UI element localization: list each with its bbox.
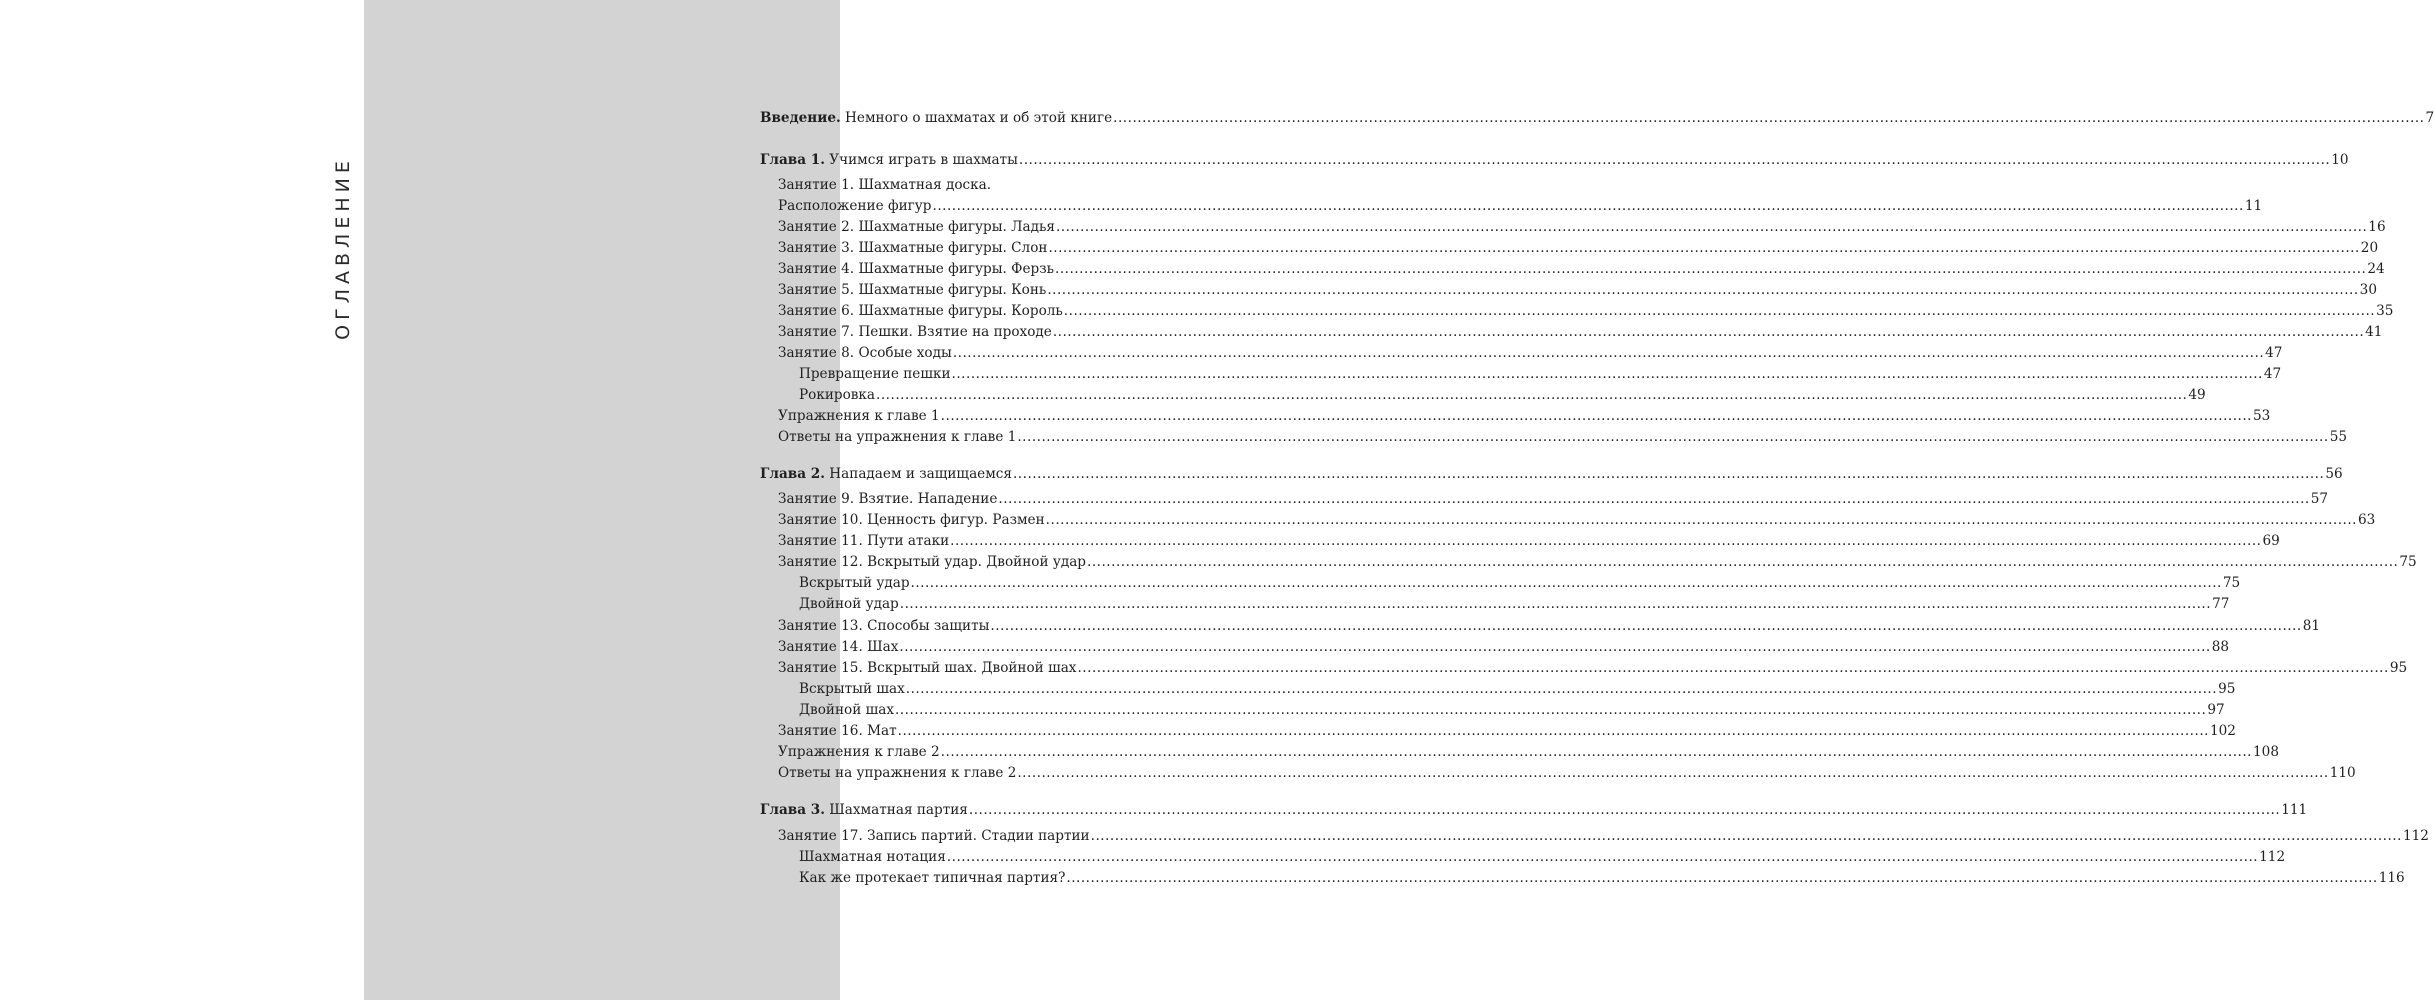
toc-entry[interactable] [778,532,2280,550]
toc-chapter-3[interactable] [760,801,2308,819]
leader-dots [1047,281,2358,299]
leader-dots [1046,511,2357,529]
toc-entry[interactable] [778,511,2376,529]
leader-dots [876,386,2187,404]
contents-side-title: ОГЛАВЛЕНИЕ [332,156,354,340]
toc-chapter-2[interactable] [760,465,2343,483]
leader-dots [1091,827,2402,845]
page-number: 49 [2188,387,2206,403]
entry-text: Занятие 9. Взятие. Нападение [778,491,998,507]
leader-dots [953,344,2264,362]
entry-text: Двойной удар [799,596,899,612]
toc-entry[interactable] [778,302,2394,320]
toc-subentry[interactable] [799,701,2225,719]
toc-entry[interactable] [778,260,2385,278]
leader-dots [933,197,2244,215]
leader-dots [969,801,2280,819]
chapter-heading [760,465,1012,483]
chapter-label: Глава 2. [760,466,825,482]
entry-text: Занятие 17. Запись партий. Стадии партии [778,828,1090,844]
page-number: 95 [2389,660,2408,676]
leader-dots [1066,869,2377,887]
page-number: 77 [2212,596,2230,612]
toc-subentry[interactable] [799,386,2206,404]
page-number: 57 [2310,491,2329,507]
chapter-label: Глава 1. [760,152,825,168]
toc-entry[interactable] [778,827,2429,845]
leader-dots [1053,323,2364,341]
entry-text: Вскрытый шах [799,681,905,697]
leader-dots [900,595,2211,613]
toc-entry[interactable] [778,197,2263,215]
entry-text: Двойной шах [799,702,894,718]
leader-dots [1017,764,2328,782]
toc-entry[interactable] [778,617,2321,635]
toc-entry[interactable] [778,281,2377,299]
toc-entry[interactable] [778,344,2283,362]
toc-subentry[interactable] [799,869,2405,887]
leader-dots [950,532,2261,550]
toc-subentry[interactable] [799,574,2241,592]
page-number: 10 [2331,152,2349,168]
toc-entry[interactable] [778,743,2279,761]
page-number: 16 [2368,219,2386,235]
entry-text: Занятие 16. Мат [778,723,897,739]
toc-entry[interactable] [778,323,2383,341]
chapter-heading [760,151,1018,169]
toc-entry[interactable] [778,553,2417,571]
entry-text: Ответы на упражнения к главе 2 [778,765,1017,781]
entry-text: Как же протекает типичная партия? [799,870,1066,886]
leader-dots [899,638,2210,656]
toc-entry[interactable] [778,428,2348,446]
chapter-title: Нападаем и защищаемся [829,466,1012,482]
entry-text: Занятие 10. Ценность фигур. Размен [778,512,1045,528]
page-number: 75 [2399,554,2417,570]
page-number: 102 [2209,723,2236,739]
leader-dots [1087,553,2398,571]
intro-label: Введение. [760,110,841,126]
entry-text: Занятие 2. Шахматные фигуры. Ладья [778,219,1055,235]
entry-text: Занятие 7. Пешки. Взятие на проходе [778,324,1052,340]
entry-text: Шахматная нотация [799,849,946,865]
toc-subentry[interactable] [799,595,2230,613]
page-number: 111 [2281,802,2308,818]
entry-text: Занятие 3. Шахматные фигуры. Слон [778,240,1048,256]
leader-dots [1056,218,2367,236]
entry-text: Занятие 15. Вскрытый шах. Двойной шах [778,660,1077,676]
entry-text: Занятие 12. Вскрытый удар. Двойной удар [778,554,1087,570]
leader-dots [1064,302,2375,320]
page-number: 112 [2402,828,2429,844]
entry-text: Ответы на упражнения к главе 1 [778,429,1017,445]
leader-dots [947,848,2258,866]
page-number: 20 [2360,240,2379,256]
leader-dots [1048,239,2359,257]
leader-dots [990,617,2301,635]
toc-entry[interactable] [778,490,2329,508]
page-number: 55 [2329,429,2348,445]
table-of-contents [760,0,2434,1000]
toc-entry[interactable] [778,659,2408,677]
leader-dots [1055,260,2366,278]
leader-dots [898,722,2209,740]
leader-dots [906,680,2217,698]
leader-dots [941,407,2252,425]
chapter-title: Шахматная партия [829,802,968,818]
page-number: 95 [2218,681,2236,697]
leader-dots [911,574,2222,592]
leader-dots [941,743,2252,761]
chapter-label: Глава 3. [760,802,825,818]
toc-subentry[interactable] [799,365,2282,383]
entry-text: Упражнения к главе 2 [778,744,940,760]
entry-text: Занятие 5. Шахматные фигуры. Конь [778,282,1047,298]
page-number: 108 [2253,744,2279,760]
entry-text: Вскрытый удар [799,575,910,591]
toc-panel [364,0,2434,1000]
chapter-heading [760,801,968,819]
toc-entry[interactable] [778,239,2379,257]
chapter-title: Учимся играть в шахматы [829,152,1018,168]
page-number: 53 [2253,408,2271,424]
page-number: 7 [2425,110,2434,126]
toc-entry[interactable] [778,407,2271,425]
toc-subentry[interactable] [799,848,2286,866]
page-number: 41 [2365,324,2383,340]
page-number: 47 [2263,366,2282,382]
entry-text: Рокировка [799,387,876,403]
entry-text: Занятие 8. Особые ходы [778,345,952,361]
leader-dots [998,490,2309,508]
page-number: 63 [2358,512,2376,528]
toc-entry[interactable] [778,218,2386,236]
page-number: 35 [2376,303,2394,319]
page-number: 110 [2329,765,2356,781]
intro-title: Немного о шахматах и об этой книге [845,110,1113,126]
leader-dots [1077,659,2388,677]
page-number: 11 [2244,198,2263,214]
toc-entry[interactable]: Занятие 1. Шахматная доска. [778,177,992,193]
page-number: 116 [2378,870,2405,886]
entry-text: Занятие 13. Способы защиты [778,618,990,634]
page-number: 97 [2207,702,2225,718]
page-number: 81 [2302,618,2321,634]
entry-text: Упражнения к главе 1 [778,408,940,424]
toc-entry[interactable] [778,764,2356,782]
leader-dots [1017,428,2328,446]
entry-text: Занятие 6. Шахматные фигуры. Король [778,303,1063,319]
leader-dots [1113,109,2424,127]
entry-text: Занятие 4. Шахматные фигуры. Ферзь [778,261,1055,277]
entry-text: Расположение фигур [778,198,932,214]
page-number: 75 [2222,575,2241,591]
toc-entry[interactable] [778,638,2230,656]
toc-subentry[interactable] [799,680,2236,698]
page-number: 30 [2359,282,2377,298]
toc-entry-intro[interactable] [760,109,2434,127]
page-number: 69 [2262,533,2280,549]
page-number: 112 [2259,849,2286,865]
toc-chapter-1[interactable] [760,151,2349,169]
page-number: 56 [2325,466,2343,482]
entry-text: Занятие 11. Пути атаки [778,533,950,549]
entry-text: Превращение пешки [799,366,951,382]
leader-dots [895,701,2206,719]
leader-dots [1019,151,2330,169]
page-number: 47 [2265,345,2283,361]
toc-entry[interactable] [778,722,2236,740]
entry-text: Занятие 14. Шах [778,639,899,655]
leader-dots [1013,465,2324,483]
page-number: 88 [2211,639,2230,655]
intro-text [760,109,1112,127]
leader-dots [952,365,2263,383]
page-number: 24 [2367,261,2385,277]
